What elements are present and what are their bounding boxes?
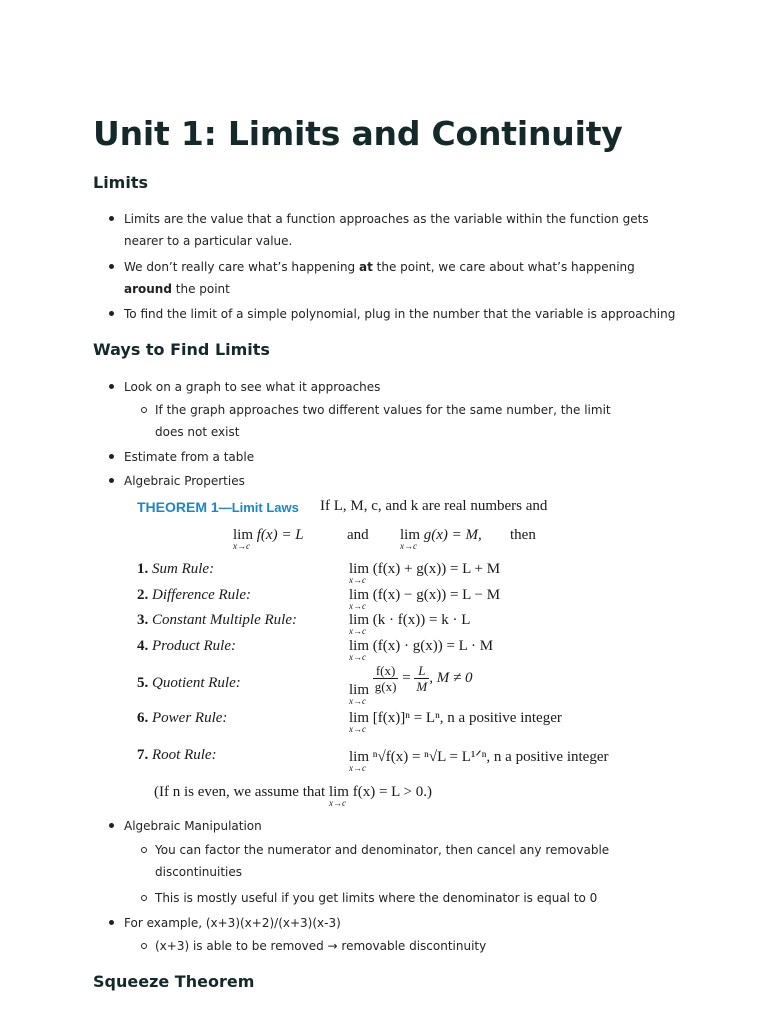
list-item: This is mostly useful if you get limits where the denominator is equal to 0 <box>155 887 597 909</box>
list-item: If the graph approaches two different values for the same number, the limit does not exist <box>155 399 611 443</box>
theorem-note: (If n is even, we assume that lim x→c f(x) = L > 0.) <box>154 784 432 808</box>
section-heading-ways: Ways to Find Limits <box>93 340 270 359</box>
list-item: Algebraic Manipulation <box>124 815 262 837</box>
theorem-condition: If L, M, c, and k are real numbers and <box>320 498 548 514</box>
rule-product: 4. Product Rule: <box>137 638 237 654</box>
rule-constant-multiple-expr: lim x→c (k · f(x)) = k · L <box>349 612 471 636</box>
list-item: Algebraic Properties <box>124 470 245 492</box>
limit-laws-theorem-figure <box>137 494 647 812</box>
rule-sum-expr: lim x→c (f(x) + g(x)) = L + M <box>349 561 501 585</box>
list-item: To find the limit of a simple polynomial, plug in the number that the variable is approaching <box>124 303 675 325</box>
rule-quotient-expr: lim x→c $\frac{f(x)}{g(x)}$ = $\frac{L}{M}$ , M ≠ 0 <box>349 663 473 706</box>
list-item: You can factor the numerator and denominator, then cancel any removable discontinuities <box>155 839 609 883</box>
list-item: We don’t really care what’s happening at the point, we care about what’s happening around the point <box>124 256 635 300</box>
rule-constant-multiple: 3. Constant Multiple Rule: <box>137 612 297 628</box>
rule-root: 7. Root Rule: <box>137 747 217 763</box>
rule-power: 6. Power Rule: <box>137 710 228 726</box>
rule-difference: 2. Difference Rule: <box>137 587 251 603</box>
rule-root-expr: lim x→c ⁿ√f(x) = ⁿ√L = L¹ᐟⁿ, n a positive integer <box>349 749 609 773</box>
section-heading-limits: Limits <box>93 173 149 192</box>
given-limit-f: lim x→c f(x) = L <box>233 527 304 551</box>
list-item: Limits are the value that a function approaches as the variable within the function gets nearer to a particular value. <box>124 208 649 252</box>
section-heading-squeeze: Squeeze Theorem <box>93 972 255 991</box>
list-item: Look on a graph to see what it approaches <box>124 376 380 398</box>
page-title: Unit 1: Limits and Continuity <box>93 114 623 153</box>
and-word: and <box>347 527 369 543</box>
rule-quotient: 5. Quotient Rule: <box>137 675 241 691</box>
given-limit-g: lim x→c g(x) = M, <box>400 527 482 551</box>
list-item: Estimate from a table <box>124 446 254 468</box>
rule-difference-expr: lim x→c (f(x) − g(x)) = L − M <box>349 587 501 611</box>
list-item: (x+3) is able to be removed → removable discontinuity <box>155 935 486 957</box>
rule-product-expr: lim x→c (f(x) · g(x)) = L · M <box>349 638 494 662</box>
list-item: For example, (x+3)(x+2)/(x+3)(x-3) <box>124 912 341 934</box>
theorem-title: THEOREM 1—Limit Laws <box>137 499 299 515</box>
then-word: then <box>510 527 536 543</box>
rule-sum: 1. Sum Rule: <box>137 561 215 577</box>
rule-power-expr: lim x→c [f(x)]ⁿ = Lⁿ, n a positive integer <box>349 710 562 734</box>
